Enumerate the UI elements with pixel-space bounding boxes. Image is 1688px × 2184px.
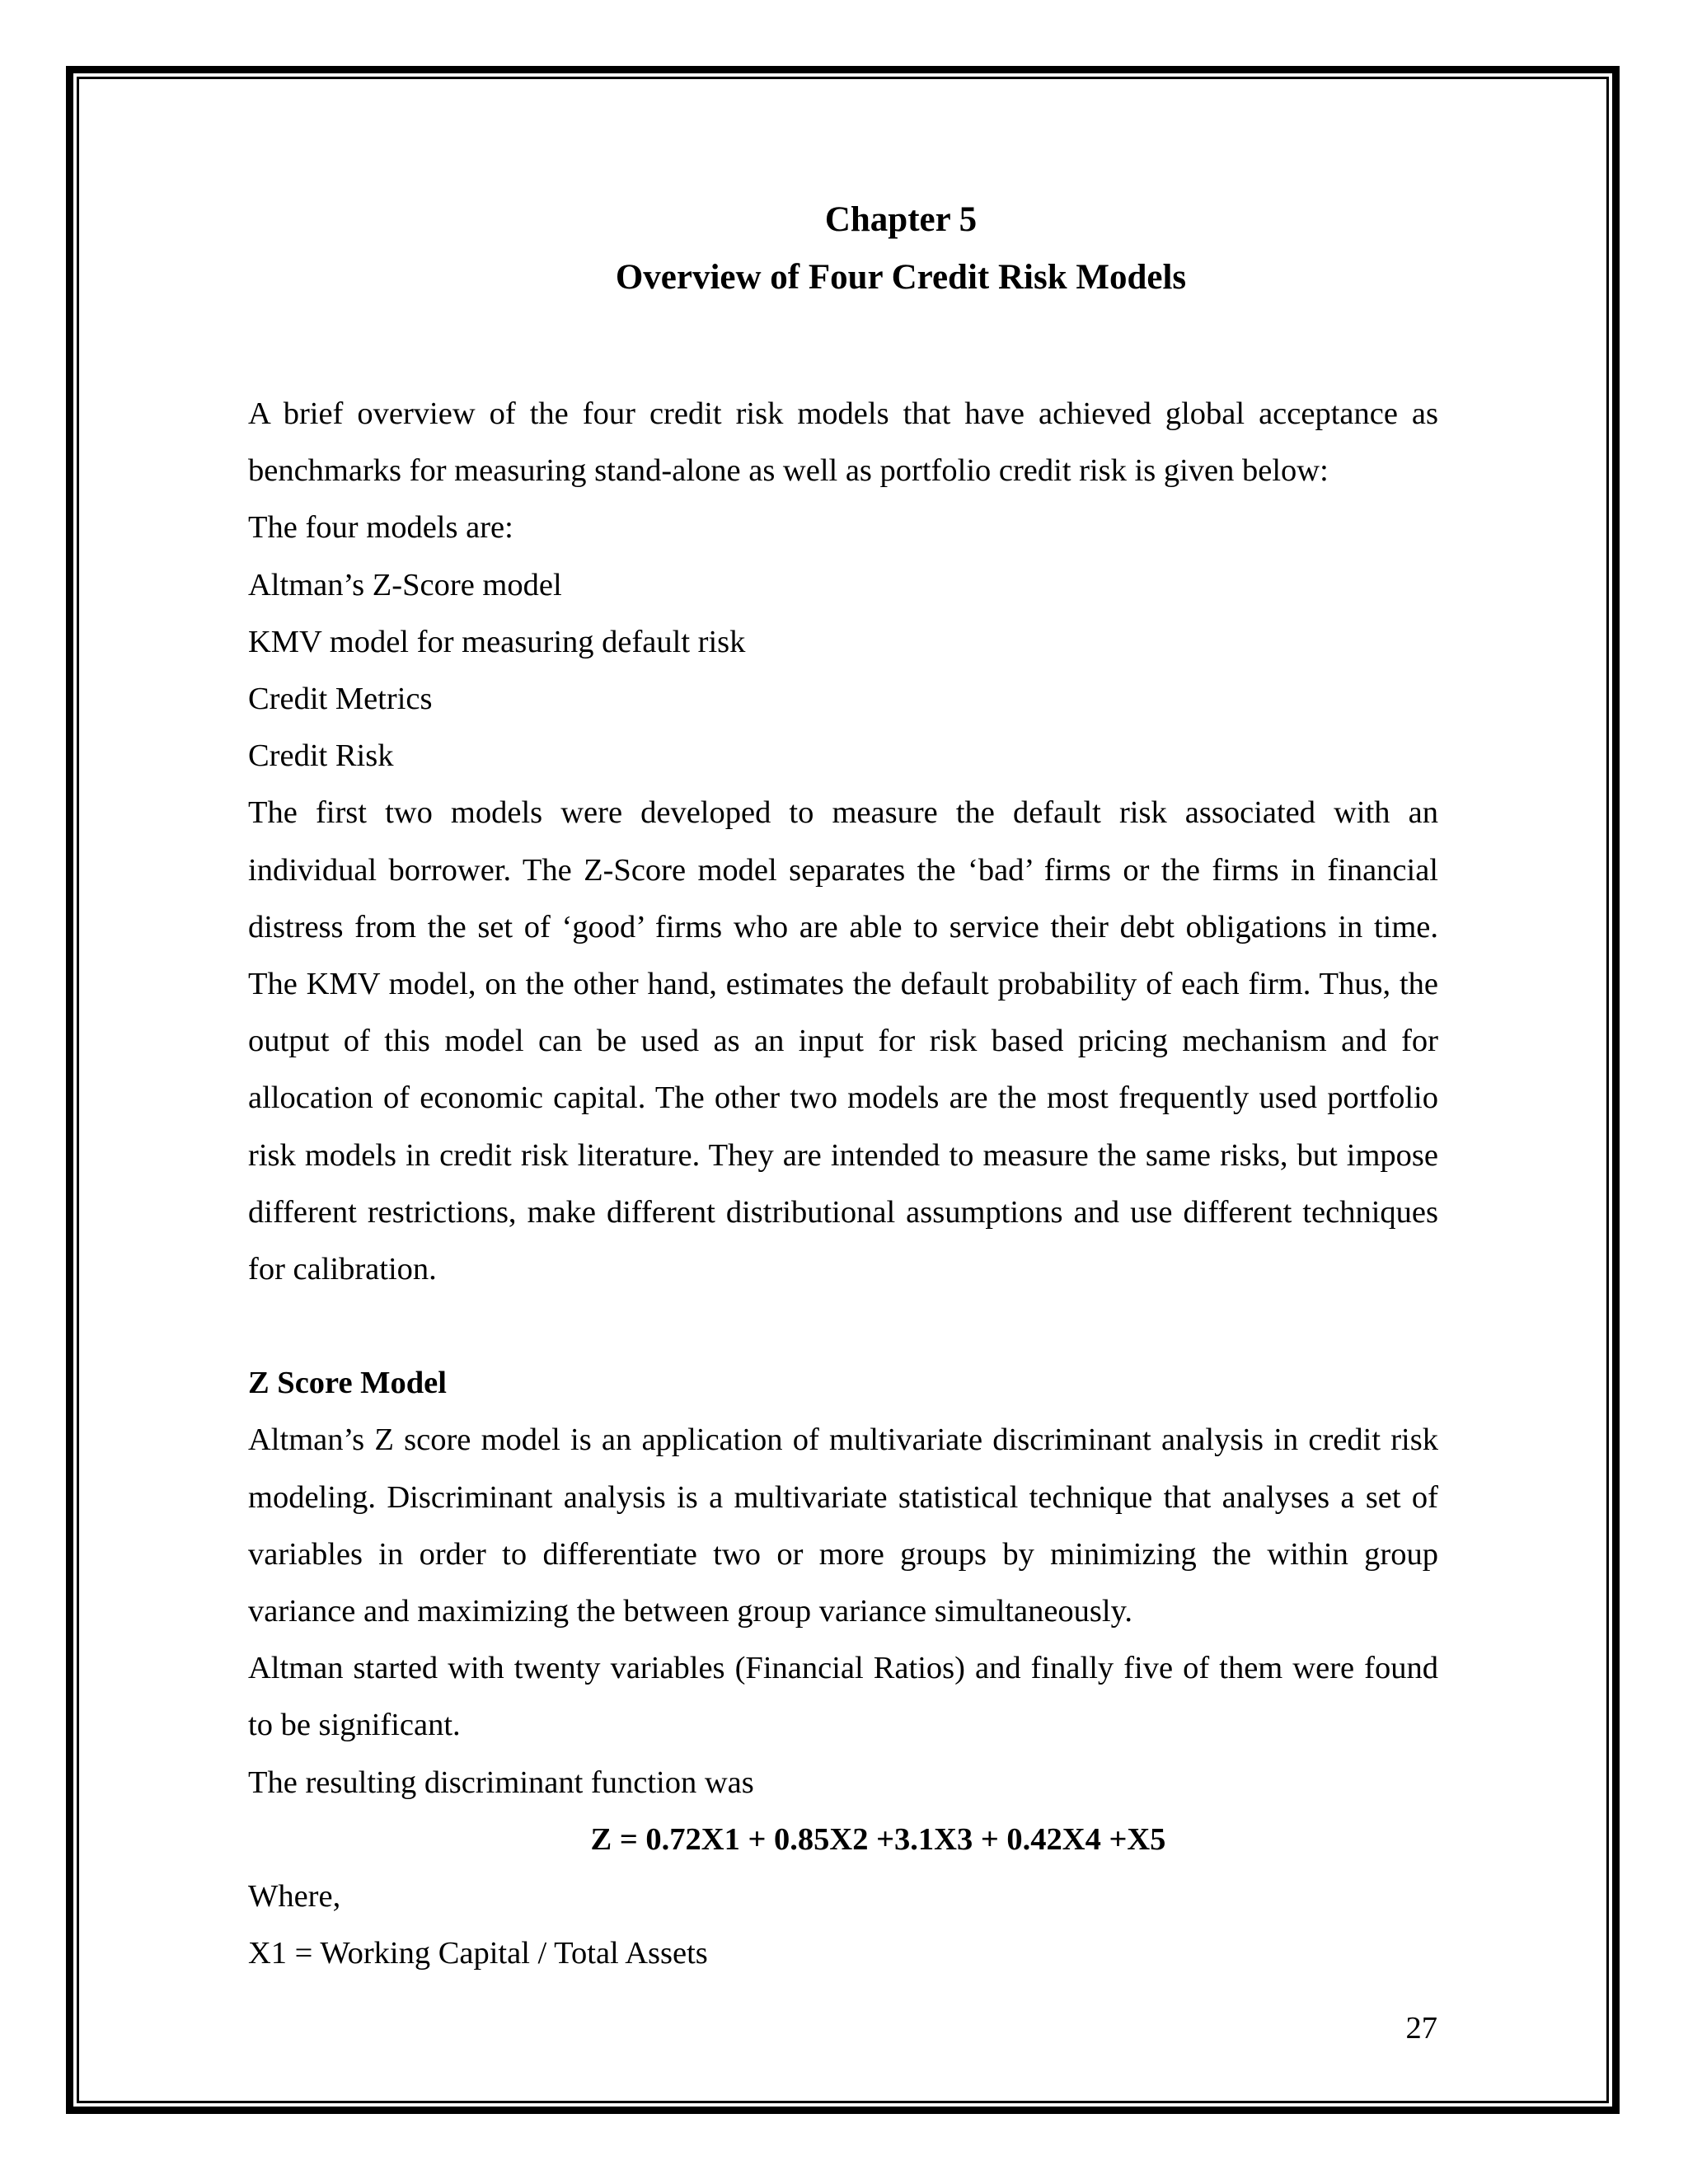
model-list-item: Credit Metrics [248,682,433,717]
spacer [248,307,1438,386]
section-heading: Z Score Model [248,1366,447,1401]
function-lead: The resulting discriminant function was [248,1765,754,1800]
chapter-number: Chapter 5 [824,200,978,239]
z-score-paragraph: Altman’s Z score model is an application of multivariate discriminant analysis in credit risk modeling. Discriminant analysis is a multivariate statistical technique that analyses a set of variables in order to differentiate two or more groups by minimizing the within group variance and maximizing the between group variance simultaneously. [248,1422,1438,1629]
where-label: Where, [248,1879,341,1915]
page-number: 27 [1405,2011,1437,2046]
model-list-item: KMV model for measuring default risk [248,624,746,659]
models-lead: The four models are: [248,510,513,546]
z-score-equation: Z = 0.72X1 + 0.85X2 +3.1X3 + 0.42X4 +X5 [590,1821,1166,1857]
intro-paragraph: A brief overview of the four credit risk models that have achieved global acceptance as benchmarks for measuring stand-alone as well as portfolio credit risk is given below: [248,396,1438,489]
z-score-variables-paragraph: Altman started with twenty variables (Financial Ratios) and finally five of them were found to be significant. [248,1651,1438,1743]
chapter-title: Overview of Four Credit Risk Models [615,258,1187,297]
model-list-item: Credit Risk [248,738,394,774]
page-content [248,191,1438,1982]
discussion-paragraph: The first two models were developed to measure the default risk associated with an individual borrower. The Z-Score model separates the ‘bad’ firms or the firms in financial distress from the set of ‘good’ firms who are able to service their debt obligations in time. The KMV model, on the other hand, estimates the default probability of each firm. Thus, the output of this model can be used as an input for risk based pricing mechanism and for allocation of economic capital. The other two models are the most frequently used portfolio risk models in credit risk literature. They are intended to measure the same risks, but impose different restrictions, make different distributional assumptions and use different techniques for calibration. [248,795,1438,1287]
variable-definition: X1 = Working Capital / Total Assets [248,1936,708,1971]
model-list-item: Altman’s Z-Score model [248,567,562,602]
spacer [248,1298,1438,1355]
